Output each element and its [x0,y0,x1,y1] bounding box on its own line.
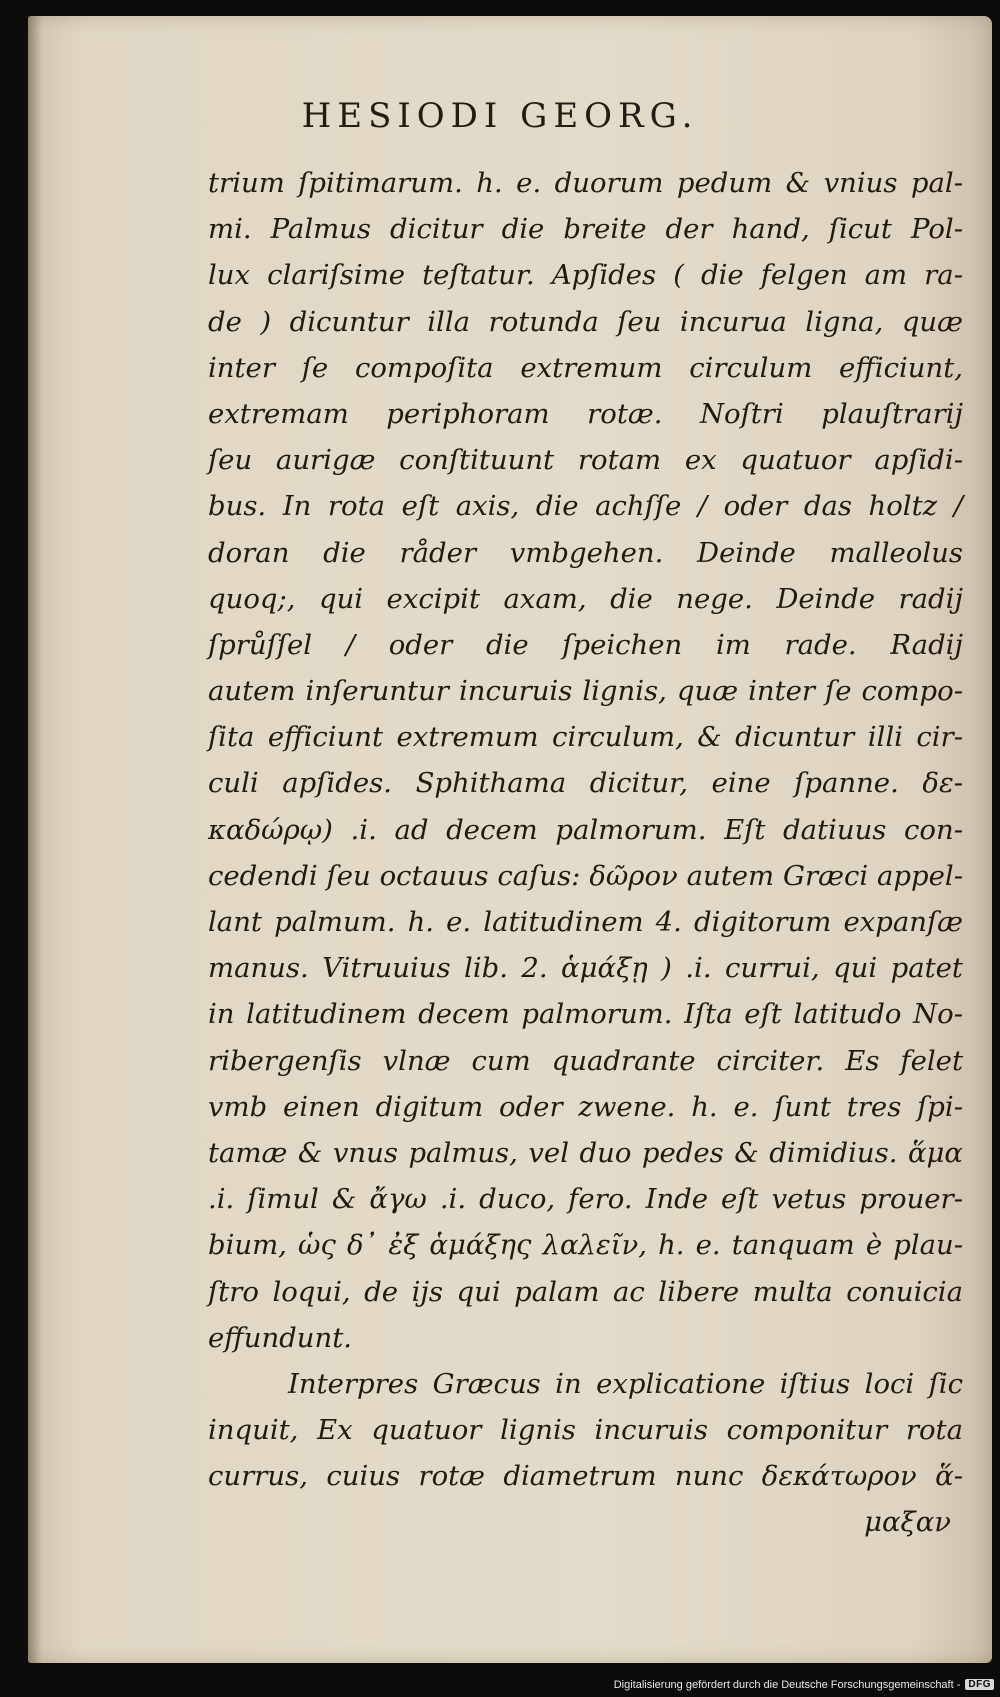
dfg-logo: DFG [965,1679,994,1690]
text-line: extremam periphoram rotæ. Noſtri plauſtrarij [208,397,963,430]
credit-text: Digitalisierung gefördert durch die Deutsche Forschungsgemeinschaft - [613,1679,961,1691]
text-line: cedendi ſeu octauus caſus: δῶρον autem Græci appel- [208,859,963,892]
text-line: trium ſpitimarum. h. e. duorum pedum & vnius pal- [208,167,963,199]
text-line: vmb einen digitum oder zwene. h. e. ſunt tres ſpi- [208,1090,963,1123]
text-line: lux clariſsime teſtatur. Apſides ( die felgen am ra- [208,259,963,292]
text-line: in latitudinem decem palmorum. Iſta eſt latitudo No- [208,998,963,1031]
body-text [208,160,963,1546]
text-line: manus. Vitruuius lib. 2. ἁμάξῃ ) .i. currui, qui patet [208,952,963,985]
text-line: inter ſe compoſita extremum circulum efficiunt, [208,351,963,384]
text-line: .i. ſimul & ἄγω .i. duco, fero. Inde eſt vetus prouer- [208,1183,963,1216]
text-line: bus. In rota eſt axis, die achſſe / oder das holtz / [208,490,963,523]
text-line: ribergenſis vlnæ cum quadrante circiter. Es felet [208,1044,963,1077]
text-line: quoq;, qui excipit axam, die nege. Deinde radij [208,582,963,615]
catchword: μαξαν [864,1506,951,1539]
text-line: tamæ & vnus palmus, vel duo pedes & dimidius. ἅμα [208,1136,963,1169]
text-line: autem inſeruntur incuruis lignis, quæ inter ſe compo- [208,675,963,708]
digitization-credit [0,1679,994,1691]
paragraph-start-line: Interpres Græcus in explicatione iſtius loci ſic [288,1367,963,1400]
text-line: mi. Palmus dicitur die breite der hand, ſicut Pol- [208,213,963,246]
text-line: culi apſides. Sphithama dicitur, eine ſpanne. δε- [208,767,963,800]
text-line: ſeu aurigæ conſtituunt rotam ex quatuor apſidi- [208,444,963,477]
text-line: currus, cuius rotæ diametrum nunc δεκάτωρον ἅ- [208,1460,963,1493]
text-line: ſita efficiunt extremum circulum, & dicuntur illi cir- [208,721,963,754]
text-line: καδώρῳ) .i. ad decem palmorum. Eſt datiuus con- [208,813,963,846]
text-line: doran die råder vmbgehen. Deinde malleolus [208,536,963,569]
text-line: bium, ὡς δ᾽ ἐξ ἁμάξης λαλεῖν, h. e. tanquam è plau- [208,1229,963,1262]
text-line: ſtro loqui, de ijs qui palam ac libere multa conuicia [208,1275,963,1308]
page-gutter-shadow [28,16,42,1663]
text-line: lant palmum. h. e. latitudinem 4. digitorum expanſæ [208,906,963,938]
running-header: HESIODI GEORG. [301,96,699,136]
text-line: inquit, Ex quatuor lignis incuruis componitur rota [208,1414,963,1447]
text-line: de ) dicuntur illa rotunda ſeu incurua ligna, quæ [208,305,963,338]
text-line: ſprůſſel / oder die ſpeichen im rade. Radij [208,628,963,661]
text-line: effundunt. [208,1321,352,1354]
